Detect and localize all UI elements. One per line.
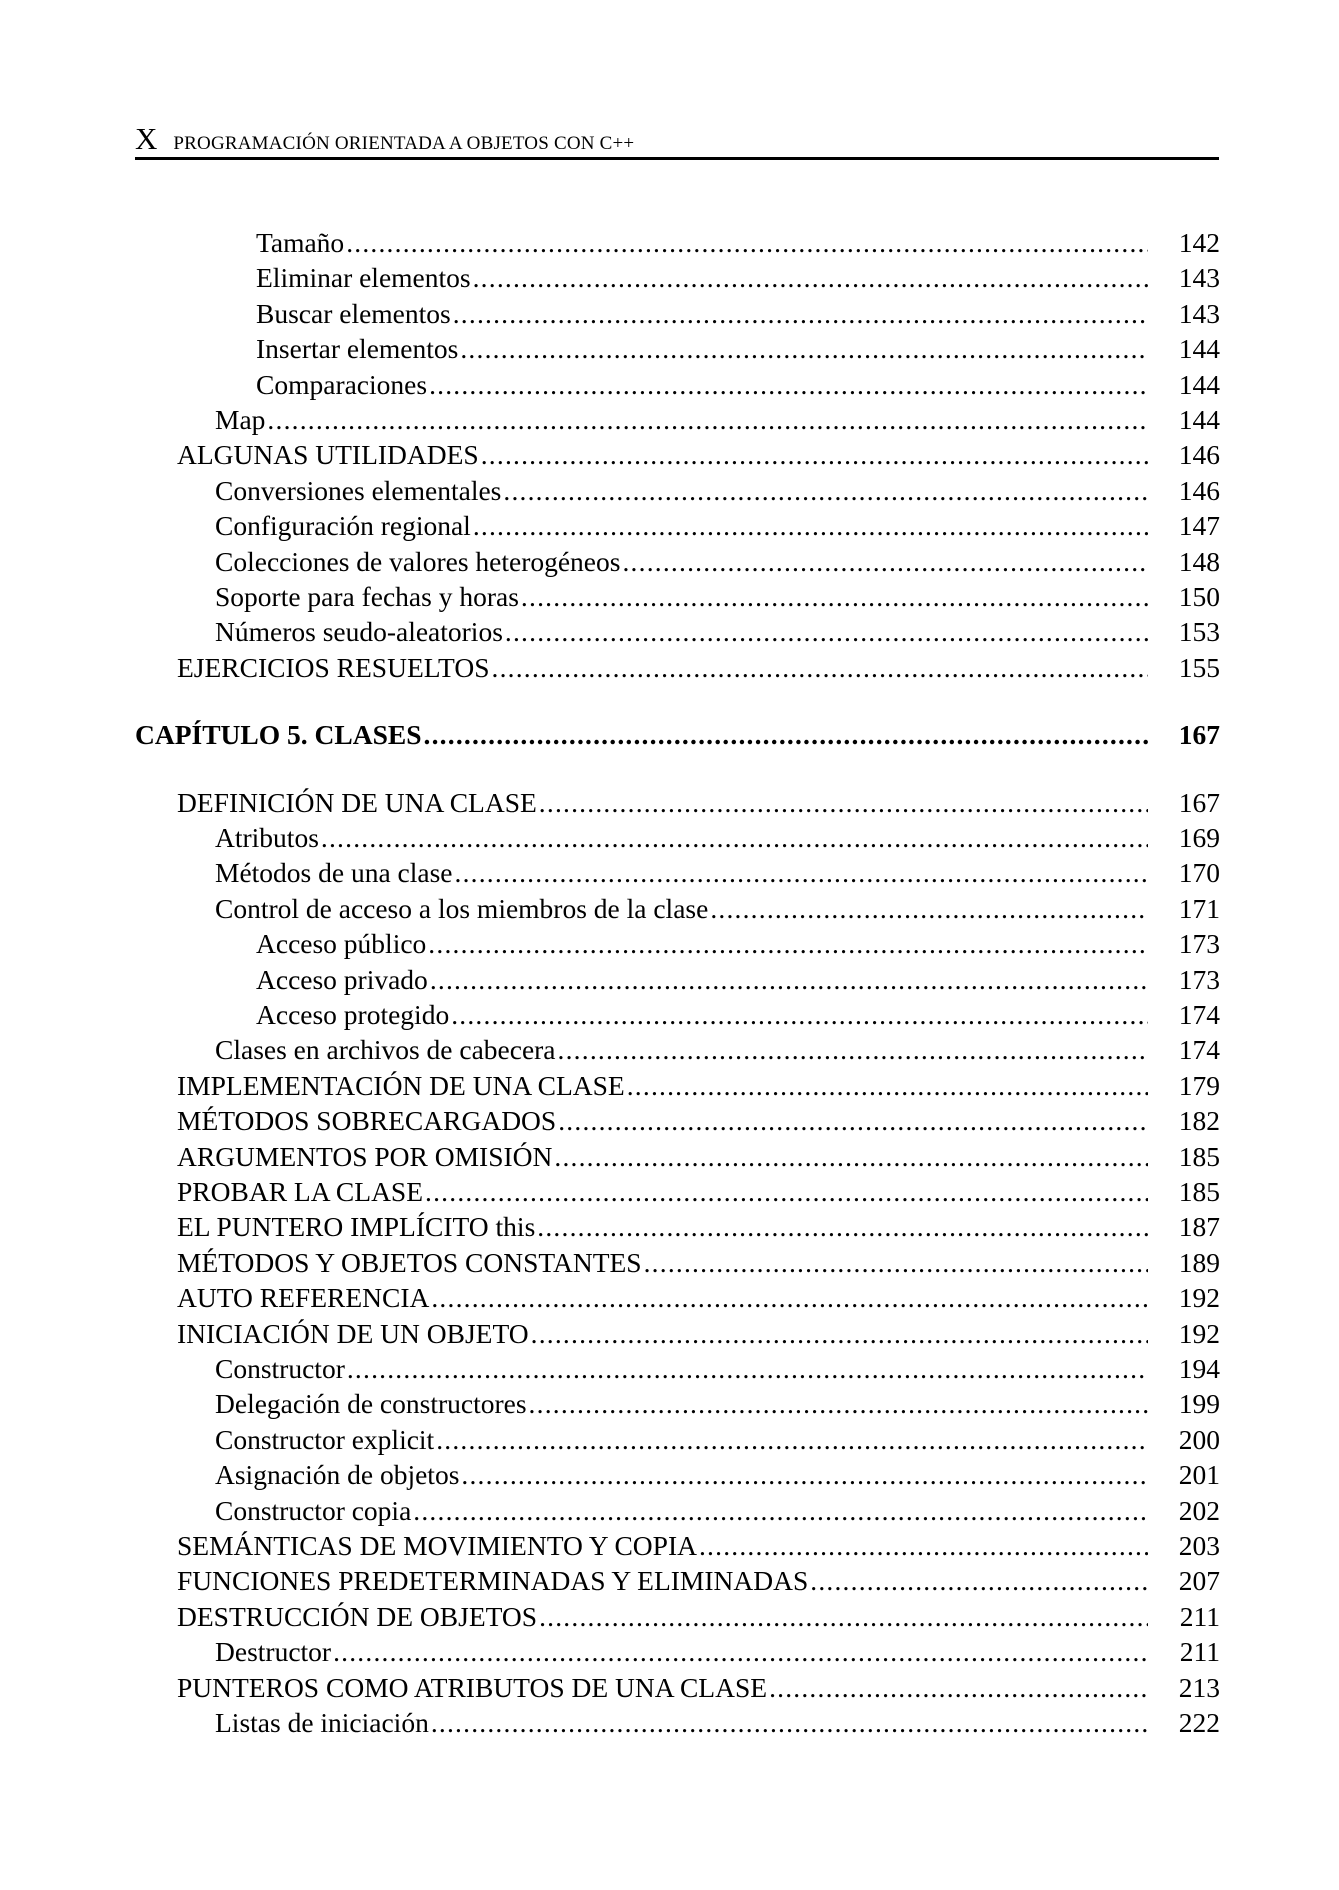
toc-entry [177, 1601, 1220, 1633]
toc-entry [215, 581, 1220, 613]
toc-entry-title: DEFINICIÓN DE UNA CLASE [177, 786, 537, 818]
dot-leader [554, 1141, 1148, 1173]
toc-page-number: 203 [1178, 1530, 1220, 1561]
dot-leader [537, 1211, 1148, 1243]
toc-entry-title: EJERCICIOS RESUELTOS [177, 651, 490, 683]
toc-page-number: 170 [1178, 857, 1220, 889]
toc-entry-title: AUTO REFERENCIA [177, 1282, 430, 1314]
dot-leader [492, 652, 1149, 684]
toc-entry [215, 1353, 1220, 1385]
dot-leader [503, 475, 1148, 507]
toc-page-number: 155 [1178, 651, 1220, 683]
dot-leader [424, 719, 1148, 751]
toc-entry [215, 510, 1220, 542]
toc-page-number: 211 [1179, 1636, 1220, 1668]
toc-entry-title: MÉTODOS Y OBJETOS CONSTANTES [177, 1246, 642, 1278]
toc-entry-title: MÉTODOS SOBRECARGADOS [177, 1105, 557, 1137]
dot-leader [531, 1318, 1148, 1350]
toc-entry [177, 1176, 1220, 1208]
dot-leader [558, 1105, 1148, 1137]
toc-entry [256, 227, 1220, 259]
toc-page-number: 153 [1178, 616, 1220, 648]
toc-page-number: 147 [1178, 510, 1220, 542]
toc-entry [215, 546, 1220, 578]
toc-page-number: 167 [1178, 786, 1220, 818]
toc-entry-title: Insertar elementos [256, 333, 459, 365]
toc-page-number: 142 [1178, 227, 1220, 258]
toc-entry-title: FUNCIONES PREDETERMINADAS Y ELIMINADAS [177, 1565, 809, 1597]
dot-leader [429, 369, 1148, 401]
dot-leader [430, 964, 1148, 996]
toc-page-number: 144 [1178, 368, 1220, 400]
toc-entry-title: PUNTEROS COMO ATRIBUTOS DE UNA CLASE [177, 1671, 768, 1703]
toc-entry [215, 475, 1220, 507]
toc-page-number: 192 [1178, 1282, 1220, 1314]
toc-entry [215, 893, 1220, 925]
toc-page-number: 202 [1178, 1494, 1220, 1526]
toc-page-number: 213 [1178, 1671, 1220, 1703]
toc-entry-title: Acceso protegido [256, 999, 450, 1030]
toc-entry-title: Delegación de constructores [215, 1388, 527, 1420]
toc-page-number: 171 [1178, 892, 1220, 924]
toc-page-number: 143 [1178, 262, 1220, 294]
toc-entry-title: Números seudo-aleatorios [215, 616, 503, 648]
toc-entry-title: Control de acceso a los miembros de la clase [215, 892, 709, 924]
toc-entry-title: IMPLEMENTACIÓN DE UNA CLASE [177, 1069, 625, 1101]
toc-page-number: 173 [1178, 963, 1220, 995]
toc-entry-title: Map [215, 404, 266, 435]
dot-leader [451, 999, 1148, 1031]
toc-page-number: 211 [1179, 1600, 1220, 1632]
dot-leader [428, 928, 1148, 960]
toc-page-number: 192 [1178, 1317, 1220, 1349]
toc-entry-title: Comparaciones [256, 368, 428, 400]
dot-leader [529, 1388, 1148, 1420]
toc-entry [215, 1388, 1220, 1420]
toc-entry [256, 262, 1220, 294]
toc-entry-title: Constructor copia [215, 1494, 412, 1526]
toc-entry [177, 439, 1220, 471]
toc-entry [177, 1282, 1220, 1314]
toc-entry [177, 1141, 1220, 1173]
dot-leader [346, 227, 1148, 259]
toc-entry [256, 333, 1220, 365]
toc-entry-title: Clases en archivos de cabecera [215, 1034, 556, 1066]
toc-entry [177, 1105, 1220, 1137]
toc-entry-title: SEMÁNTICAS DE MOVIMIENTO Y COPIA [177, 1530, 697, 1561]
toc-page-number: 174 [1178, 999, 1220, 1030]
toc-entry [177, 1070, 1220, 1102]
toc-entry-title: Acceso público [256, 928, 427, 960]
dot-leader [539, 787, 1148, 819]
toc-entry [215, 1707, 1220, 1739]
dot-leader [539, 1601, 1148, 1633]
toc-entry [177, 1530, 1220, 1562]
toc-entry [256, 964, 1220, 996]
page-number: X [135, 121, 158, 156]
toc-entry [177, 787, 1220, 819]
toc-entry [215, 1495, 1220, 1527]
toc-entry-title: Asignación de objetos [215, 1459, 460, 1491]
dot-leader [810, 1565, 1148, 1597]
dot-leader [453, 298, 1148, 330]
toc-page-number: 167 [1178, 719, 1220, 751]
toc-entry-title: Constructor explicit [215, 1423, 435, 1455]
toc-entry [177, 1247, 1220, 1279]
toc-entry-title: Eliminar elementos [256, 262, 471, 294]
dot-leader [710, 893, 1148, 925]
toc-entry [215, 1424, 1220, 1456]
dot-leader [333, 1636, 1148, 1668]
toc-page-number: 189 [1178, 1246, 1220, 1278]
toc-entry-title: DESTRUCCIÓN DE OBJETOS [177, 1600, 538, 1632]
dot-leader [644, 1247, 1148, 1279]
dot-leader [267, 404, 1148, 436]
dot-leader [347, 1353, 1148, 1385]
toc-page-number: 200 [1178, 1423, 1220, 1455]
dot-leader [461, 1459, 1148, 1491]
toc-page-number: 222 [1178, 1707, 1220, 1738]
toc-chapter-heading [135, 719, 1220, 751]
toc-entry [177, 1565, 1220, 1597]
toc-entry-title: Tamaño [256, 227, 345, 258]
toc-entry-title: Configuración regional [215, 510, 471, 542]
toc-entry-title: Buscar elementos [256, 297, 451, 329]
toc-entry-title: Colecciones de valores heterogéneos [215, 545, 621, 577]
toc-entry [215, 616, 1220, 648]
toc-entry [256, 369, 1220, 401]
toc-entry [177, 652, 1220, 684]
toc-page-number: 182 [1178, 1105, 1220, 1137]
toc-page-number: 179 [1178, 1069, 1220, 1101]
toc-entry [215, 1459, 1220, 1491]
dot-leader [431, 1707, 1148, 1739]
toc-page-number: 146 [1178, 474, 1220, 506]
toc-entry-title: PROBAR LA CLASE [177, 1176, 424, 1207]
toc-entry [256, 928, 1220, 960]
dot-leader [413, 1495, 1148, 1527]
dot-leader [473, 510, 1148, 542]
dot-leader [455, 857, 1149, 889]
toc-entry [256, 298, 1220, 330]
toc-entry-title: Métodos de una clase [215, 857, 453, 889]
toc-entry [177, 1318, 1220, 1350]
toc-entry-title: Soporte para fechas y horas [215, 581, 519, 612]
toc-page-number: 144 [1178, 404, 1220, 435]
toc-page-number: 169 [1178, 822, 1220, 853]
toc-entry-title: ARGUMENTOS POR OMISIÓN [177, 1140, 553, 1172]
dot-leader [460, 333, 1148, 365]
toc-page-number: 185 [1178, 1176, 1220, 1207]
dot-leader [473, 262, 1148, 294]
toc-page-number: 185 [1178, 1140, 1220, 1172]
toc-entry-title: Constructor [215, 1353, 345, 1384]
dot-leader [481, 439, 1148, 471]
toc-page-number: 148 [1178, 545, 1220, 577]
toc-entry-title: Acceso privado [256, 963, 428, 995]
toc-page-number: 173 [1178, 928, 1220, 960]
dot-leader [521, 581, 1148, 613]
toc-entry [215, 404, 1220, 436]
book-title: PROGRAMACIÓN ORIENTADA A OBJETOS CON C++ [173, 133, 635, 154]
toc-entry [215, 1636, 1220, 1668]
toc-entry [177, 1211, 1220, 1243]
toc-page-number: 174 [1178, 1034, 1220, 1066]
toc-entry-title: Conversiones elementales [215, 474, 502, 506]
toc-entry-title: INICIACIÓN DE UN OBJETO [177, 1317, 529, 1349]
toc-entry [215, 1034, 1220, 1066]
toc-page-number: 187 [1178, 1211, 1220, 1243]
dot-leader [627, 1070, 1148, 1102]
toc-page-number: 144 [1178, 333, 1220, 365]
toc-entry-title: EL PUNTERO IMPLÍCITO this [177, 1211, 536, 1243]
toc-entry-title: Destructor [215, 1636, 332, 1668]
toc-page-number: 207 [1178, 1565, 1220, 1597]
toc-page-number: 194 [1178, 1353, 1220, 1384]
dot-leader [321, 822, 1148, 854]
toc-page-number: 199 [1178, 1388, 1220, 1420]
toc-entry [177, 1672, 1220, 1704]
dot-leader [699, 1530, 1148, 1562]
toc-page-number: 143 [1178, 297, 1220, 329]
toc-entry [256, 999, 1220, 1031]
toc-entry-title: Atributos [215, 822, 319, 853]
toc-entry [215, 857, 1220, 889]
dot-leader [431, 1282, 1148, 1314]
toc-page-number: 150 [1178, 581, 1220, 612]
dot-leader [505, 616, 1148, 648]
toc-page-number: 201 [1178, 1459, 1220, 1491]
dot-leader [436, 1424, 1148, 1456]
dot-leader [622, 546, 1148, 578]
toc-entry [215, 822, 1220, 854]
toc-entry-title: CAPÍTULO 5. CLASES [135, 719, 422, 751]
toc-page-number: 146 [1178, 439, 1220, 471]
toc-entry-title: ALGUNAS UTILIDADES [177, 439, 479, 471]
dot-leader [558, 1034, 1148, 1066]
dot-leader [425, 1176, 1148, 1208]
dot-leader [769, 1672, 1148, 1704]
toc-entry-title: Listas de iniciación [215, 1707, 429, 1738]
